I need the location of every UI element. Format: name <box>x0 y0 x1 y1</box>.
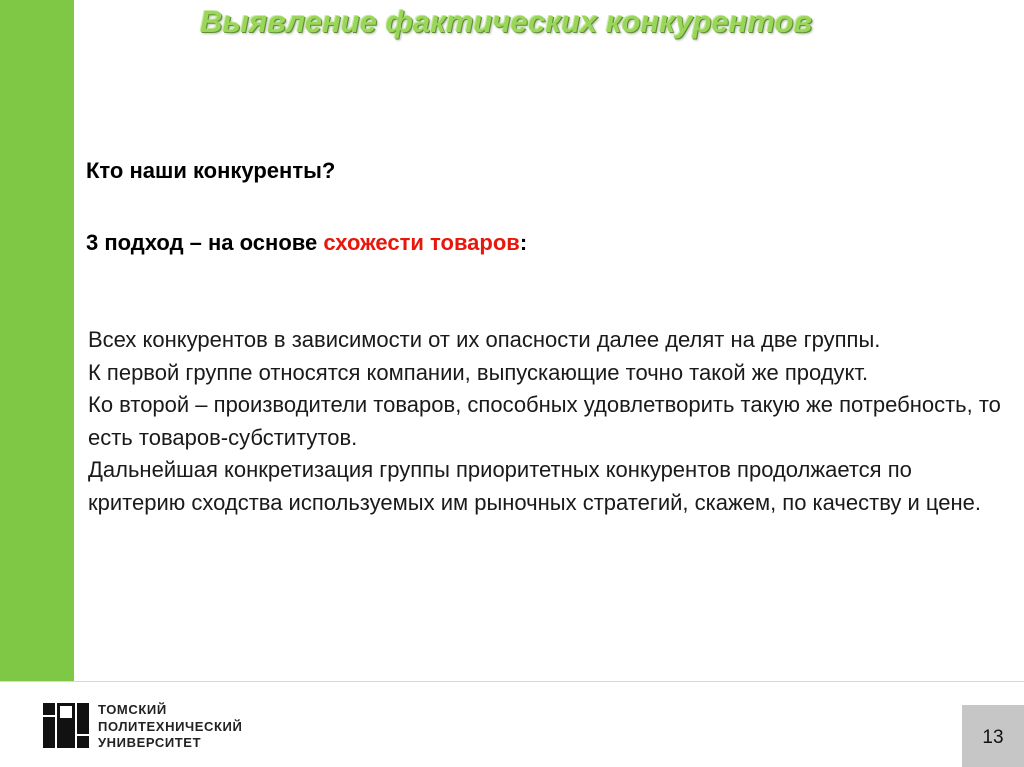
page-number: 13 <box>982 727 1004 748</box>
accent-sidebar <box>0 0 74 681</box>
body-paragraph: Всех конкурентов в зависимости от их опасности далее делят на две группы. <box>88 327 881 352</box>
body-paragraph: К первой группе относятся компании, выпускающие точно такой же продукт. <box>88 359 869 385</box>
footer-divider <box>0 681 1024 682</box>
question-heading: Кто наши конкуренты? <box>86 158 336 183</box>
tpu-logo-icon <box>43 703 89 748</box>
approach-highlight: схожести товаров <box>323 230 520 255</box>
slide-title: Выявление фактических конкурентов <box>200 4 813 39</box>
approach-suffix: : <box>519 230 528 255</box>
university-name-line: ТОМСКИЙ <box>98 702 167 717</box>
university-name <box>98 702 242 752</box>
page-number-box <box>962 705 1024 767</box>
approach-prefix: 3 подход – на основе <box>86 230 324 255</box>
body-text <box>88 324 1013 519</box>
university-name-line: УНИВЕРСИТЕТ <box>98 735 202 750</box>
university-name-line: ПОЛИТЕХНИЧЕСКИЙ <box>98 718 243 734</box>
approach-heading <box>86 230 527 256</box>
body-paragraph: Ко второй – производители товаров, способных удовлетворить такую же потребность, то есть товаров-субститутов. <box>88 392 1001 450</box>
body-paragraph: Дальнейшая конкретизация группы приоритетных конкурентов продолжается по критерию сходства используемых им рыночных стратегий, скажем, по качеству и цене. <box>88 457 981 515</box>
